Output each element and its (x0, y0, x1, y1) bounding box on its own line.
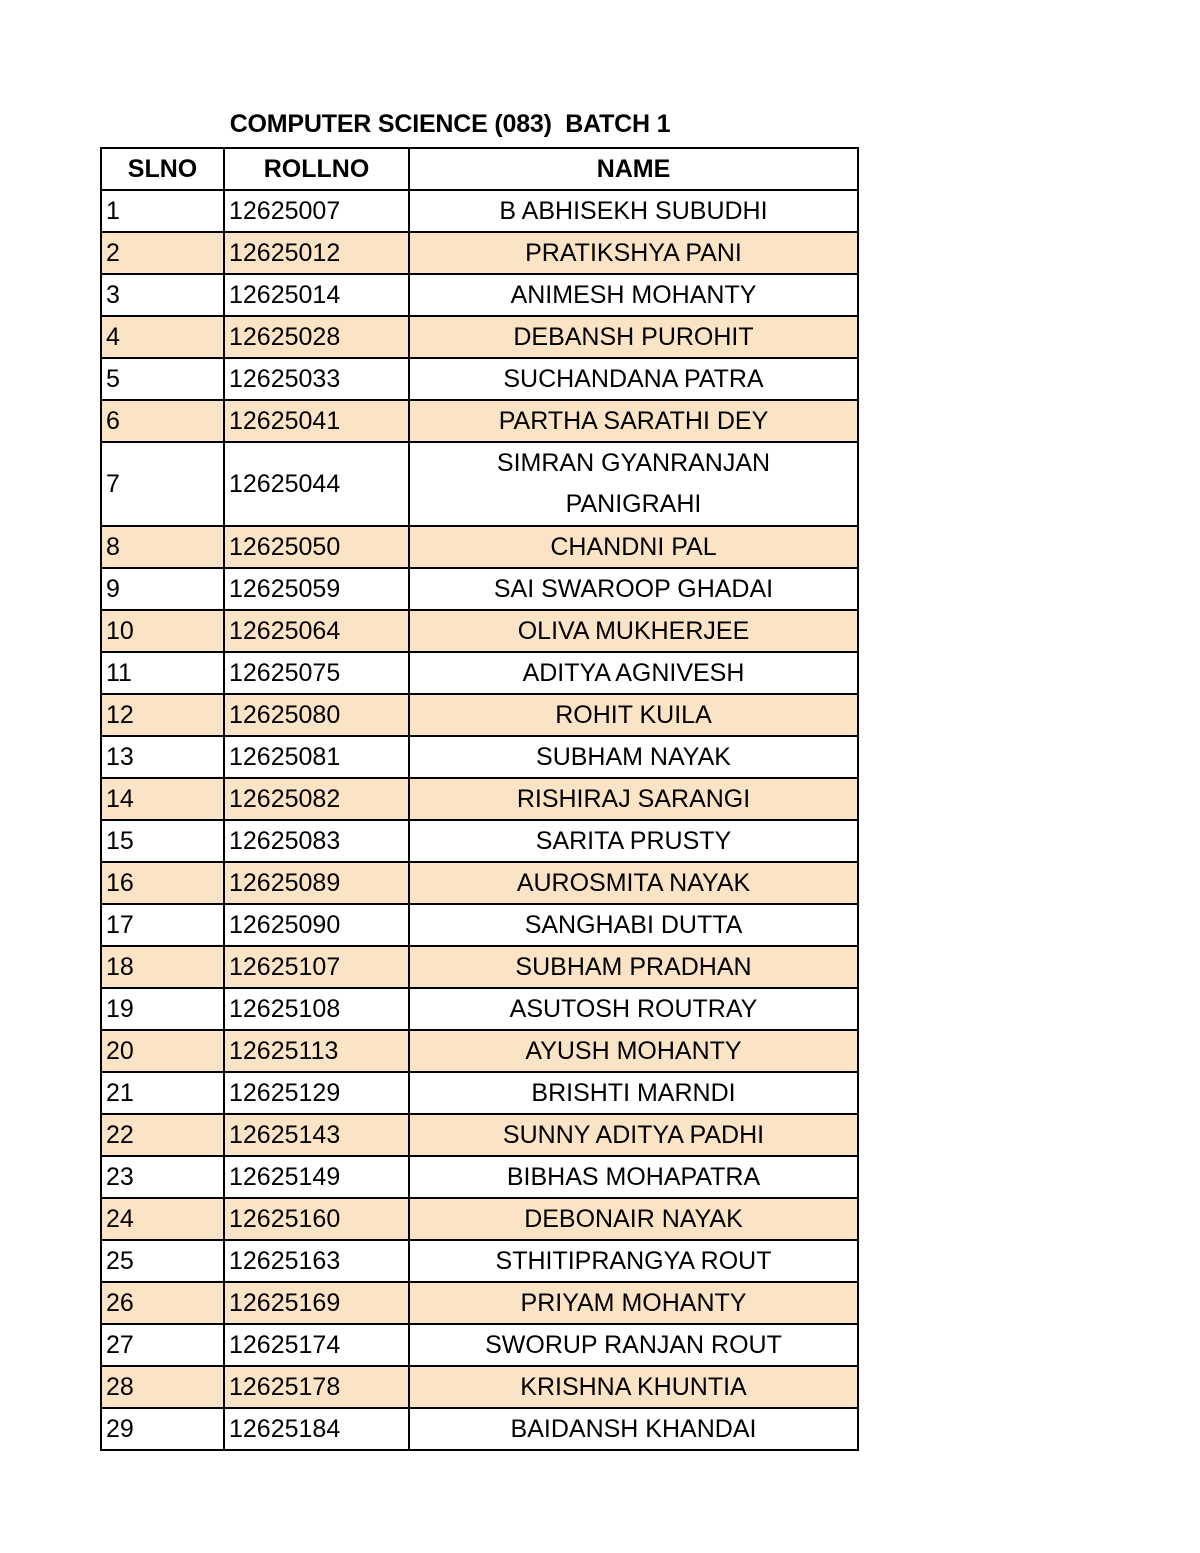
table-row (101, 1114, 858, 1156)
cell-name: CHANDNI PAL (409, 526, 858, 568)
table-row (101, 1282, 858, 1324)
cell-slno: 17 (101, 904, 224, 946)
table-row (101, 274, 858, 316)
table-row (101, 736, 858, 778)
cell-name: OLIVA MUKHERJEE (409, 610, 858, 652)
cell-slno: 28 (101, 1366, 224, 1408)
cell-name: AYUSH MOHANTY (409, 1030, 858, 1072)
cell-slno: 13 (101, 736, 224, 778)
table-row (101, 1156, 858, 1198)
table-row (101, 1324, 858, 1366)
cell-name: DEBANSH PUROHIT (409, 316, 858, 358)
cell-name: BRISHTI MARNDI (409, 1072, 858, 1114)
cell-rollno: 12625080 (224, 694, 409, 736)
cell-rollno: 12625178 (224, 1366, 409, 1408)
cell-name: BIBHAS MOHAPATRA (409, 1156, 858, 1198)
cell-name: SANGHABI DUTTA (409, 904, 858, 946)
cell-rollno: 12625129 (224, 1072, 409, 1114)
cell-name: PARTHA SARATHI DEY (409, 400, 858, 442)
cell-name: ASUTOSH ROUTRAY (409, 988, 858, 1030)
cell-name: SARITA PRUSTY (409, 820, 858, 862)
table-row (101, 526, 858, 568)
cell-rollno: 12625149 (224, 1156, 409, 1198)
cell-slno: 7 (101, 442, 224, 526)
cell-name: B ABHISEKH SUBUDHI (409, 190, 858, 232)
cell-rollno: 12625033 (224, 358, 409, 400)
cell-rollno: 12625090 (224, 904, 409, 946)
cell-rollno: 12625113 (224, 1030, 409, 1072)
table-header-row (101, 148, 858, 190)
cell-slno: 14 (101, 778, 224, 820)
cell-rollno: 12625107 (224, 946, 409, 988)
table-row (101, 358, 858, 400)
table-row (101, 568, 858, 610)
column-header-slno: SLNO (101, 148, 224, 190)
cell-rollno: 12625041 (224, 400, 409, 442)
cell-slno: 15 (101, 820, 224, 862)
cell-name: SUCHANDANA PATRA (409, 358, 858, 400)
cell-slno: 25 (101, 1240, 224, 1282)
cell-name: SUBHAM PRADHAN (409, 946, 858, 988)
cell-rollno: 12625082 (224, 778, 409, 820)
cell-name: PRATIKSHYA PANI (409, 232, 858, 274)
cell-rollno: 12625075 (224, 652, 409, 694)
cell-slno: 10 (101, 610, 224, 652)
table-row (101, 862, 858, 904)
page-title: COMPUTER SCIENCE (083) BATCH 1 (229, 110, 671, 138)
table-row (101, 316, 858, 358)
cell-name: SIMRAN GYANRANJAN PANIGRAHI (409, 442, 858, 526)
table-body (101, 190, 858, 1450)
cell-slno: 21 (101, 1072, 224, 1114)
cell-name: SAI SWAROOP GHADAI (409, 568, 858, 610)
table-row (101, 1198, 858, 1240)
cell-name: KRISHNA KHUNTIA (409, 1366, 858, 1408)
table-row (101, 400, 858, 442)
cell-slno: 26 (101, 1282, 224, 1324)
table-row (101, 442, 858, 526)
cell-slno: 20 (101, 1030, 224, 1072)
table-row (101, 610, 858, 652)
cell-rollno: 12625014 (224, 274, 409, 316)
table-row (101, 232, 858, 274)
cell-name: SUBHAM NAYAK (409, 736, 858, 778)
cell-rollno: 12625184 (224, 1408, 409, 1450)
cell-name: ROHIT KUILA (409, 694, 858, 736)
cell-name: PRIYAM MOHANTY (409, 1282, 858, 1324)
column-header-name: NAME (409, 148, 858, 190)
cell-slno: 8 (101, 526, 224, 568)
cell-rollno: 12625012 (224, 232, 409, 274)
cell-rollno: 12625059 (224, 568, 409, 610)
table-row (101, 1072, 858, 1114)
cell-rollno: 12625108 (224, 988, 409, 1030)
cell-name: ADITYA AGNIVESH (409, 652, 858, 694)
cell-rollno: 12625044 (224, 442, 409, 526)
cell-slno: 11 (101, 652, 224, 694)
table-row (101, 820, 858, 862)
cell-rollno: 12625081 (224, 736, 409, 778)
cell-rollno: 12625163 (224, 1240, 409, 1282)
cell-rollno: 12625169 (224, 1282, 409, 1324)
cell-slno: 22 (101, 1114, 224, 1156)
cell-slno: 1 (101, 190, 224, 232)
cell-name: SWORUP RANJAN ROUT (409, 1324, 858, 1366)
cell-slno: 19 (101, 988, 224, 1030)
cell-slno: 3 (101, 274, 224, 316)
cell-slno: 12 (101, 694, 224, 736)
cell-rollno: 12625143 (224, 1114, 409, 1156)
cell-name: STHITIPRANGYA ROUT (409, 1240, 858, 1282)
table-row (101, 1240, 858, 1282)
cell-slno: 6 (101, 400, 224, 442)
cell-name: BAIDANSH KHANDAI (409, 1408, 858, 1450)
table-row (101, 694, 858, 736)
cell-name: AUROSMITA NAYAK (409, 862, 858, 904)
cell-slno: 24 (101, 1198, 224, 1240)
cell-slno: 2 (101, 232, 224, 274)
cell-slno: 4 (101, 316, 224, 358)
cell-rollno: 12625160 (224, 1198, 409, 1240)
table-row (101, 1366, 858, 1408)
cell-name: DEBONAIR NAYAK (409, 1198, 858, 1240)
table-row (101, 946, 858, 988)
cell-rollno: 12625007 (224, 190, 409, 232)
table-row (101, 778, 858, 820)
table-row (101, 988, 858, 1030)
cell-slno: 9 (101, 568, 224, 610)
cell-name: ANIMESH MOHANTY (409, 274, 858, 316)
cell-rollno: 12625064 (224, 610, 409, 652)
table-row (101, 904, 858, 946)
cell-rollno: 12625028 (224, 316, 409, 358)
table-row (101, 652, 858, 694)
table-row (101, 1408, 858, 1450)
cell-rollno: 12625089 (224, 862, 409, 904)
cell-name: RISHIRAJ SARANGI (409, 778, 858, 820)
cell-name: SUNNY ADITYA PADHI (409, 1114, 858, 1156)
cell-slno: 27 (101, 1324, 224, 1366)
cell-rollno: 12625083 (224, 820, 409, 862)
cell-slno: 23 (101, 1156, 224, 1198)
cell-slno: 5 (101, 358, 224, 400)
column-header-rollno: ROLLNO (224, 148, 409, 190)
cell-slno: 16 (101, 862, 224, 904)
table-row (101, 1030, 858, 1072)
table-row (101, 190, 858, 232)
cell-rollno: 12625174 (224, 1324, 409, 1366)
cell-rollno: 12625050 (224, 526, 409, 568)
cell-slno: 18 (101, 946, 224, 988)
cell-slno: 29 (101, 1408, 224, 1450)
student-roster-table (100, 147, 859, 1451)
